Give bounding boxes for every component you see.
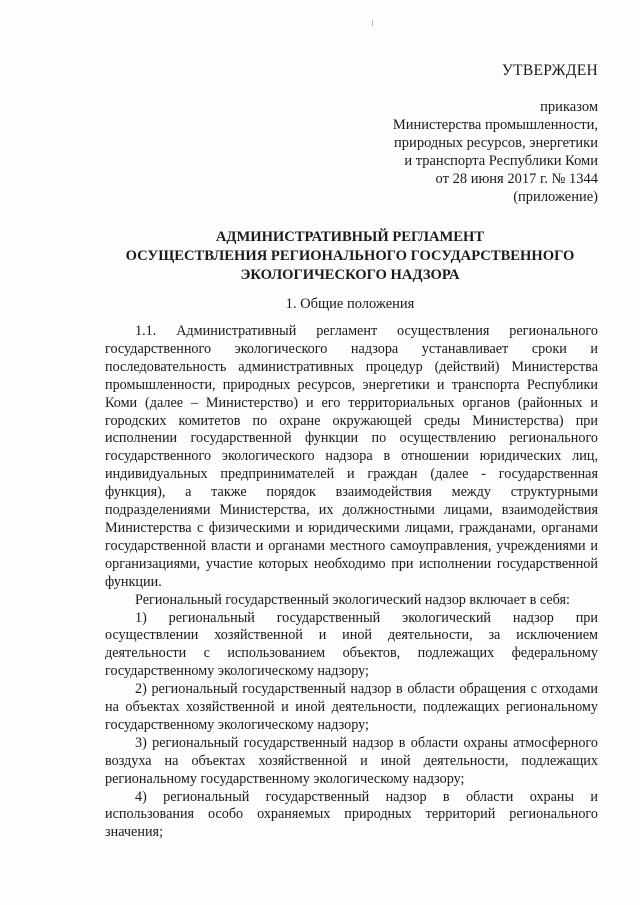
scan-artifact (372, 20, 373, 26)
approval-line: и транспорта Республики Коми (404, 153, 598, 169)
title-line: ЭКОЛОГИЧЕСКОГО НАДЗОРА (240, 267, 460, 283)
approval-line: приказом (540, 99, 598, 115)
approval-line: (приложение) (513, 189, 598, 205)
paragraph: Региональный государственный экологический надзор включает в себя: (135, 591, 570, 608)
approval-line: природных ресурсов, энергетики (394, 135, 598, 151)
approved-label: УТВЕРЖДЕН (501, 62, 598, 79)
section-heading: 1. Общие положения (285, 296, 415, 312)
document-title (100, 228, 600, 285)
approval-line: Министерства промышленности, (392, 117, 598, 133)
approval-stamp-block (393, 62, 598, 206)
list-item: 4) региональный государственный надзор в области охраны и использования особо охраняемых природных территорий регионального значения; (105, 788, 598, 841)
document-body (105, 323, 598, 842)
approval-line: от 28 июня 2017 г. № 1344 (435, 171, 598, 187)
paragraph: 1.1. Административный регламент осуществления регионального государственного экологического надзора устанавливает сроки и последовательность административных процедур (действий) Министерства промышленности, природных ресурсов, энергетики и транспорта Республики Коми (далее – Министерство) и его территориальных органов (районных и городских комитетов по охране окружающей среды Министерства) при исполнении государственной функции по осуществлению регионального государственного экологического надзора в отношении юридических лиц, индивидуальных предпринимателей и граждан (далее - государственная функция), а также порядок взаимодействия между структурными подразделениями Министерства, их должностными лицами, взаимодействия Министерства с физическими и юридическими лицами, гражданами, органами государственной власти и органами местного самоуправления, учреждениями и организациями, участие которых необходимо при исполнении государственной функции. (105, 323, 598, 590)
list-item: 3) региональный государственный надзор в области охраны атмосферного воздуха на объектах хозяйственной и иной деятельности, подлежащих региональному государственному экологическому надзору; (105, 734, 598, 787)
title-line: ОСУЩЕСТВЛЕНИЯ РЕГИОНАЛЬНОГО ГОСУДАРСТВЕННОГО (125, 248, 575, 264)
title-line: АДМИНИСТРАТИВНЫЙ РЕГЛАМЕНТ (215, 229, 485, 245)
list-item: 1) региональный государственный экологический надзор при осуществлении хозяйственной и иной деятельности, за исключением деятельности с использованием объектов, подлежащих федеральному государственному экологическому надзору; (105, 609, 598, 680)
list-item: 2) региональный государственный надзор в области обращения с отходами на объектах хозяйственной и иной деятельности, подлежащих региональному государственному экологическому надзору; (105, 681, 598, 733)
